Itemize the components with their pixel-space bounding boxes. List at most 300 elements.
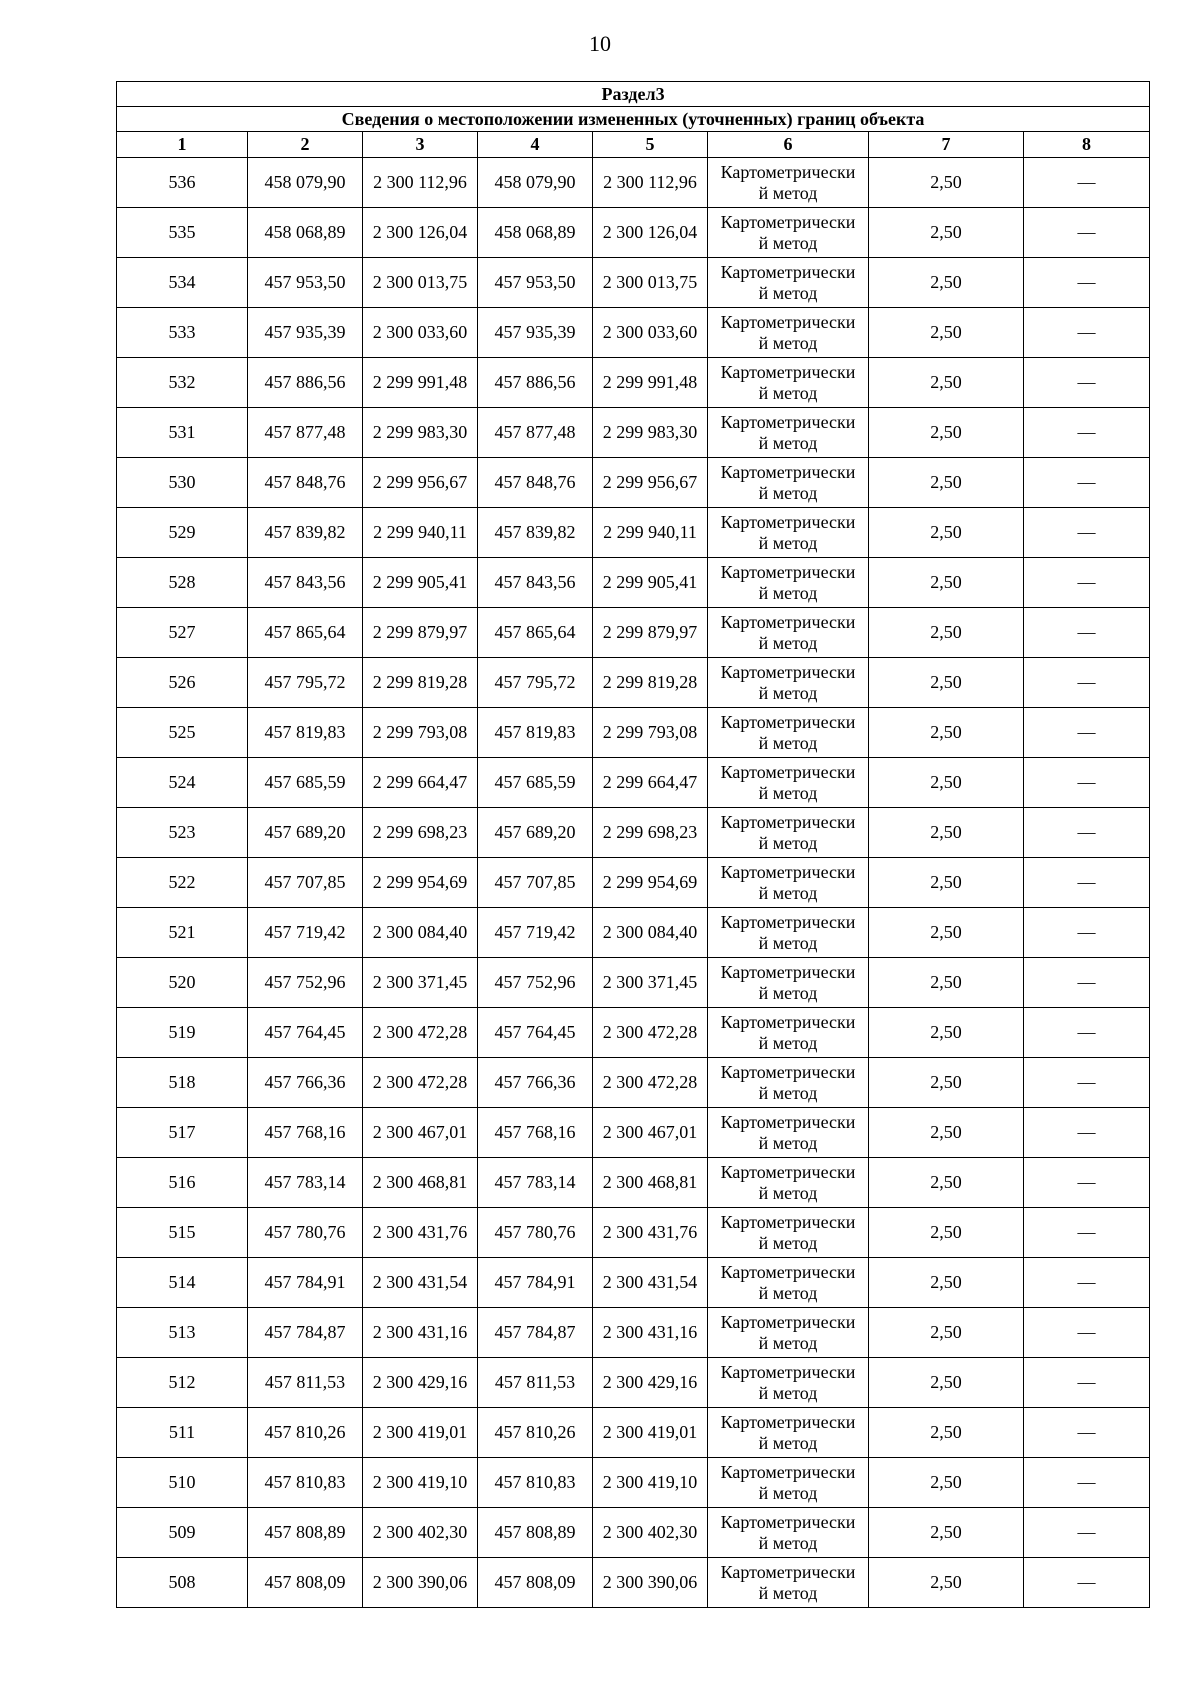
coord-y-new-cell: 2 300 084,40	[593, 908, 708, 958]
coord-x-new-cell: 457 783,14	[478, 1158, 593, 1208]
method-line: Картометрически	[720, 611, 856, 632]
coord-x-cell: 458 068,89	[248, 208, 363, 258]
coord-y-new-cell: 2 299 956,67	[593, 458, 708, 508]
coord-x-new-cell: 457 935,39	[478, 308, 593, 358]
coord-y-cell: 2 300 472,28	[363, 1008, 478, 1058]
method-line: й метод	[758, 982, 818, 1003]
point-number-cell: 512	[117, 1358, 248, 1408]
table-row	[117, 858, 1150, 908]
note-cell: —	[1024, 1408, 1150, 1458]
coord-x-new-cell: 457 795,72	[478, 658, 593, 708]
column-header: 2	[248, 132, 363, 158]
accuracy-cell: 2,50	[869, 208, 1024, 258]
coord-x-cell: 457 768,16	[248, 1108, 363, 1158]
column-header: 8	[1024, 132, 1150, 158]
coord-x-cell: 457 865,64	[248, 608, 363, 658]
accuracy-cell: 2,50	[869, 858, 1024, 908]
coord-y-cell: 2 299 664,47	[363, 758, 478, 808]
coord-y-new-cell: 2 300 371,45	[593, 958, 708, 1008]
method-cell	[708, 1308, 869, 1358]
method-line: й метод	[758, 1132, 818, 1153]
coord-y-new-cell: 2 300 472,28	[593, 1008, 708, 1058]
coord-y-cell: 2 300 112,96	[363, 158, 478, 208]
method-cell	[708, 708, 869, 758]
coord-y-new-cell: 2 300 419,10	[593, 1458, 708, 1508]
coord-x-cell: 457 719,42	[248, 908, 363, 958]
method-line: Картометрически	[720, 511, 856, 532]
method-line: Картометрически	[720, 961, 856, 982]
coord-y-new-cell: 2 299 879,97	[593, 608, 708, 658]
method-line: Картометрически	[720, 711, 856, 732]
coord-y-new-cell: 2 300 390,06	[593, 1558, 708, 1608]
coord-y-cell: 2 299 956,67	[363, 458, 478, 508]
table-row	[117, 958, 1150, 1008]
table-row	[117, 1358, 1150, 1408]
point-number-cell: 526	[117, 658, 248, 708]
coord-x-cell: 457 886,56	[248, 358, 363, 408]
accuracy-cell: 2,50	[869, 1508, 1024, 1558]
note-cell: —	[1024, 308, 1150, 358]
point-number-cell: 514	[117, 1258, 248, 1308]
method-cell	[708, 1558, 869, 1608]
note-cell: —	[1024, 1458, 1150, 1508]
coord-x-cell: 457 784,91	[248, 1258, 363, 1308]
coord-x-new-cell: 457 685,59	[478, 758, 593, 808]
method-cell	[708, 1008, 869, 1058]
method-line: Картометрически	[720, 1211, 856, 1232]
coord-x-new-cell: 457 719,42	[478, 908, 593, 958]
coord-x-new-cell: 457 811,53	[478, 1358, 593, 1408]
coord-y-new-cell: 2 299 940,11	[593, 508, 708, 558]
accuracy-cell: 2,50	[869, 1258, 1024, 1308]
method-line: Картометрически	[720, 161, 856, 182]
method-line: й метод	[758, 1032, 818, 1053]
coord-y-cell: 2 299 983,30	[363, 408, 478, 458]
coord-y-cell: 2 299 940,11	[363, 508, 478, 558]
coord-y-new-cell: 2 299 954,69	[593, 858, 708, 908]
method-cell	[708, 308, 869, 358]
table-row	[117, 308, 1150, 358]
method-line: Картометрически	[720, 861, 856, 882]
method-line: й метод	[758, 1532, 818, 1553]
coord-x-cell: 457 784,87	[248, 1308, 363, 1358]
coord-y-cell: 2 300 419,01	[363, 1408, 478, 1458]
coord-y-cell: 2 300 013,75	[363, 258, 478, 308]
coord-y-new-cell: 2 299 819,28	[593, 658, 708, 708]
note-cell: —	[1024, 458, 1150, 508]
method-line: Картометрически	[720, 1511, 856, 1532]
coord-x-cell: 457 810,83	[248, 1458, 363, 1508]
coord-y-new-cell: 2 299 991,48	[593, 358, 708, 408]
accuracy-cell: 2,50	[869, 1408, 1024, 1458]
accuracy-cell: 2,50	[869, 908, 1024, 958]
method-cell	[708, 808, 869, 858]
method-cell	[708, 208, 869, 258]
coord-x-new-cell: 457 819,83	[478, 708, 593, 758]
accuracy-cell: 2,50	[869, 1458, 1024, 1508]
coord-y-new-cell: 2 300 431,54	[593, 1258, 708, 1308]
coord-y-cell: 2 299 954,69	[363, 858, 478, 908]
point-number-cell: 516	[117, 1158, 248, 1208]
note-cell: —	[1024, 708, 1150, 758]
note-cell: —	[1024, 1558, 1150, 1608]
method-line: й метод	[758, 882, 818, 903]
method-line: й метод	[758, 1432, 818, 1453]
coord-y-cell: 2 300 431,54	[363, 1258, 478, 1308]
note-cell: —	[1024, 1108, 1150, 1158]
accuracy-cell: 2,50	[869, 1158, 1024, 1208]
accuracy-cell: 2,50	[869, 708, 1024, 758]
coord-x-cell: 457 848,76	[248, 458, 363, 508]
method-line: Картометрически	[720, 561, 856, 582]
note-cell: —	[1024, 408, 1150, 458]
coord-y-cell: 2 300 431,16	[363, 1308, 478, 1358]
point-number-cell: 508	[117, 1558, 248, 1608]
method-cell	[708, 1458, 869, 1508]
coord-y-new-cell: 2 300 431,16	[593, 1308, 708, 1358]
note-cell: —	[1024, 908, 1150, 958]
coord-x-new-cell: 458 068,89	[478, 208, 593, 258]
coord-x-new-cell: 457 953,50	[478, 258, 593, 308]
coord-x-cell: 457 935,39	[248, 308, 363, 358]
table-row	[117, 1058, 1150, 1108]
point-number-cell: 534	[117, 258, 248, 308]
coord-x-cell: 457 953,50	[248, 258, 363, 308]
table-row	[117, 208, 1150, 258]
coord-x-new-cell: 457 764,45	[478, 1008, 593, 1058]
method-line: й метод	[758, 782, 818, 803]
method-line: Картометрически	[720, 1261, 856, 1282]
point-number-cell: 522	[117, 858, 248, 908]
method-cell	[708, 758, 869, 808]
point-number-cell: 529	[117, 508, 248, 558]
coord-x-new-cell: 457 839,82	[478, 508, 593, 558]
coord-x-new-cell: 457 784,87	[478, 1308, 593, 1358]
table-row	[117, 708, 1150, 758]
method-line: Картометрически	[720, 1311, 856, 1332]
coord-x-new-cell: 457 865,64	[478, 608, 593, 658]
coord-y-new-cell: 2 300 431,76	[593, 1208, 708, 1258]
table-row	[117, 658, 1150, 708]
table-row	[117, 408, 1150, 458]
coord-y-cell: 2 299 698,23	[363, 808, 478, 858]
coord-x-cell: 457 766,36	[248, 1058, 363, 1108]
coord-x-new-cell: 457 766,36	[478, 1058, 593, 1108]
column-header: 4	[478, 132, 593, 158]
coord-y-cell: 2 300 468,81	[363, 1158, 478, 1208]
method-line: й метод	[758, 1482, 818, 1503]
method-line: Картометрически	[720, 311, 856, 332]
table-body	[117, 82, 1150, 1608]
method-line: й метод	[758, 232, 818, 253]
coord-y-cell: 2 300 126,04	[363, 208, 478, 258]
accuracy-cell: 2,50	[869, 458, 1024, 508]
method-line: Картометрически	[720, 1461, 856, 1482]
accuracy-cell: 2,50	[869, 308, 1024, 358]
table-row	[117, 1558, 1150, 1608]
coord-x-cell: 457 752,96	[248, 958, 363, 1008]
method-line: й метод	[758, 1232, 818, 1253]
coord-x-cell: 457 808,09	[248, 1558, 363, 1608]
table-row	[117, 808, 1150, 858]
table-row	[117, 1458, 1150, 1508]
coord-x-new-cell: 457 784,91	[478, 1258, 593, 1308]
accuracy-cell: 2,50	[869, 1108, 1024, 1158]
method-line: Картометрически	[720, 911, 856, 932]
coord-y-new-cell: 2 300 402,30	[593, 1508, 708, 1558]
table-row	[117, 1508, 1150, 1558]
coord-x-cell: 457 783,14	[248, 1158, 363, 1208]
coord-x-cell: 457 843,56	[248, 558, 363, 608]
method-line: й метод	[758, 1382, 818, 1403]
coord-y-new-cell: 2 300 472,28	[593, 1058, 708, 1108]
method-cell	[708, 1058, 869, 1108]
method-cell	[708, 258, 869, 308]
table-row	[117, 908, 1150, 958]
point-number-cell: 525	[117, 708, 248, 758]
table-row	[117, 508, 1150, 558]
note-cell: —	[1024, 208, 1150, 258]
note-cell: —	[1024, 158, 1150, 208]
point-number-cell: 531	[117, 408, 248, 458]
accuracy-cell: 2,50	[869, 808, 1024, 858]
method-cell	[708, 1408, 869, 1458]
coord-x-new-cell: 457 810,26	[478, 1408, 593, 1458]
method-cell	[708, 858, 869, 908]
coord-x-new-cell: 457 886,56	[478, 358, 593, 408]
table-row	[117, 1308, 1150, 1358]
method-cell	[708, 508, 869, 558]
coord-y-new-cell: 2 299 698,23	[593, 808, 708, 858]
coord-y-new-cell: 2 300 419,01	[593, 1408, 708, 1458]
table-row	[117, 1408, 1150, 1458]
method-cell	[708, 1158, 869, 1208]
note-cell: —	[1024, 508, 1150, 558]
note-cell: —	[1024, 608, 1150, 658]
method-line: й метод	[758, 1282, 818, 1303]
coord-x-cell: 458 079,90	[248, 158, 363, 208]
method-line: Картометрически	[720, 1111, 856, 1132]
accuracy-cell: 2,50	[869, 1208, 1024, 1258]
method-line: Картометрически	[720, 261, 856, 282]
point-number-cell: 517	[117, 1108, 248, 1158]
accuracy-cell: 2,50	[869, 1558, 1024, 1608]
table-row	[117, 158, 1150, 208]
method-cell	[708, 458, 869, 508]
coord-y-cell: 2 300 371,45	[363, 958, 478, 1008]
point-number-cell: 523	[117, 808, 248, 858]
column-header-row	[117, 132, 1150, 158]
accuracy-cell: 2,50	[869, 358, 1024, 408]
method-line: й метод	[758, 1582, 818, 1603]
table-title-row	[117, 107, 1150, 132]
method-line: й метод	[758, 732, 818, 753]
column-header: 6	[708, 132, 869, 158]
coord-x-new-cell: 457 877,48	[478, 408, 593, 458]
point-number-cell: 518	[117, 1058, 248, 1108]
coord-y-cell: 2 300 419,10	[363, 1458, 478, 1508]
accuracy-cell: 2,50	[869, 258, 1024, 308]
method-line: й метод	[758, 382, 818, 403]
point-number-cell: 513	[117, 1308, 248, 1358]
point-number-cell: 520	[117, 958, 248, 1008]
coord-x-cell: 457 780,76	[248, 1208, 363, 1258]
coord-x-cell: 457 811,53	[248, 1358, 363, 1408]
table-row	[117, 608, 1150, 658]
coord-x-new-cell: 457 780,76	[478, 1208, 593, 1258]
coord-y-cell: 2 299 991,48	[363, 358, 478, 408]
coord-y-cell: 2 299 793,08	[363, 708, 478, 758]
section-label-row	[117, 82, 1150, 107]
coord-x-new-cell: 457 707,85	[478, 858, 593, 908]
table-row	[117, 358, 1150, 408]
note-cell: —	[1024, 758, 1150, 808]
coord-x-new-cell: 457 848,76	[478, 458, 593, 508]
method-cell	[708, 1358, 869, 1408]
method-line: й метод	[758, 682, 818, 703]
method-line: Картометрически	[720, 461, 856, 482]
coord-x-cell: 457 689,20	[248, 808, 363, 858]
method-line: й метод	[758, 632, 818, 653]
method-cell	[708, 558, 869, 608]
table-row	[117, 558, 1150, 608]
note-cell: —	[1024, 1208, 1150, 1258]
coord-y-new-cell: 2 300 429,16	[593, 1358, 708, 1408]
method-cell	[708, 1508, 869, 1558]
method-line: Картометрически	[720, 1361, 856, 1382]
coord-x-cell: 457 808,89	[248, 1508, 363, 1558]
note-cell: —	[1024, 1358, 1150, 1408]
note-cell: —	[1024, 1508, 1150, 1558]
method-cell	[708, 958, 869, 1008]
table-row	[117, 758, 1150, 808]
table-row	[117, 258, 1150, 308]
note-cell: —	[1024, 808, 1150, 858]
table-title: Сведения о местоположении измененных (уточненных) границ объекта	[117, 107, 1150, 132]
accuracy-cell: 2,50	[869, 558, 1024, 608]
coord-x-new-cell: 457 808,89	[478, 1508, 593, 1558]
point-number-cell: 524	[117, 758, 248, 808]
table-row	[117, 1258, 1150, 1308]
coord-y-cell: 2 300 402,30	[363, 1508, 478, 1558]
method-cell	[708, 908, 869, 958]
column-header: 7	[869, 132, 1024, 158]
note-cell: —	[1024, 858, 1150, 908]
coord-x-cell: 457 819,83	[248, 708, 363, 758]
coord-x-cell: 457 764,45	[248, 1008, 363, 1058]
accuracy-cell: 2,50	[869, 158, 1024, 208]
section-label: Раздел3	[117, 82, 1150, 107]
note-cell: —	[1024, 1308, 1150, 1358]
coord-x-cell: 457 795,72	[248, 658, 363, 708]
coord-y-new-cell: 2 299 905,41	[593, 558, 708, 608]
coord-y-cell: 2 300 033,60	[363, 308, 478, 358]
coord-x-new-cell: 457 810,83	[478, 1458, 593, 1508]
coord-x-new-cell: 457 843,56	[478, 558, 593, 608]
column-header: 3	[363, 132, 478, 158]
coord-x-cell: 457 810,26	[248, 1408, 363, 1458]
column-header: 1	[117, 132, 248, 158]
coord-y-new-cell: 2 300 467,01	[593, 1108, 708, 1158]
note-cell: —	[1024, 958, 1150, 1008]
method-line: й метод	[758, 582, 818, 603]
note-cell: —	[1024, 258, 1150, 308]
table-row	[117, 1008, 1150, 1058]
column-header: 5	[593, 132, 708, 158]
coord-x-cell: 457 839,82	[248, 508, 363, 558]
page-number: 10	[589, 31, 611, 56]
coord-x-cell: 457 685,59	[248, 758, 363, 808]
coord-y-cell: 2 300 390,06	[363, 1558, 478, 1608]
coord-y-cell: 2 300 084,40	[363, 908, 478, 958]
point-number-cell: 519	[117, 1008, 248, 1058]
coord-x-new-cell: 457 768,16	[478, 1108, 593, 1158]
accuracy-cell: 2,50	[869, 1358, 1024, 1408]
method-line: Картометрически	[720, 811, 856, 832]
coord-y-new-cell: 2 300 013,75	[593, 258, 708, 308]
accuracy-cell: 2,50	[869, 658, 1024, 708]
method-line: й метод	[758, 432, 818, 453]
accuracy-cell: 2,50	[869, 958, 1024, 1008]
method-line: Картометрически	[720, 1411, 856, 1432]
coord-y-cell: 2 300 467,01	[363, 1108, 478, 1158]
method-cell	[708, 158, 869, 208]
method-line: Картометрически	[720, 361, 856, 382]
point-number-cell: 527	[117, 608, 248, 658]
table-row	[117, 458, 1150, 508]
method-cell	[708, 658, 869, 708]
accuracy-cell: 2,50	[869, 608, 1024, 658]
accuracy-cell: 2,50	[869, 1008, 1024, 1058]
point-number-cell: 509	[117, 1508, 248, 1558]
coord-x-new-cell: 457 808,09	[478, 1558, 593, 1608]
method-line: й метод	[758, 832, 818, 853]
coord-y-cell: 2 299 819,28	[363, 658, 478, 708]
coord-y-new-cell: 2 299 793,08	[593, 708, 708, 758]
method-line: й метод	[758, 182, 818, 203]
point-number-cell: 530	[117, 458, 248, 508]
coord-y-cell: 2 299 879,97	[363, 608, 478, 658]
method-line: й метод	[758, 482, 818, 503]
method-cell	[708, 358, 869, 408]
point-number-cell: 515	[117, 1208, 248, 1258]
method-line: й метод	[758, 1182, 818, 1203]
coord-y-new-cell: 2 300 126,04	[593, 208, 708, 258]
table-row	[117, 1108, 1150, 1158]
coord-y-new-cell: 2 300 112,96	[593, 158, 708, 208]
point-number-cell: 532	[117, 358, 248, 408]
method-cell	[708, 408, 869, 458]
method-line: Картометрически	[720, 661, 856, 682]
coordinates-table	[116, 81, 1150, 1608]
note-cell: —	[1024, 1158, 1150, 1208]
method-cell	[708, 608, 869, 658]
method-line: й метод	[758, 1332, 818, 1353]
note-cell: —	[1024, 1008, 1150, 1058]
point-number-cell: 533	[117, 308, 248, 358]
note-cell: —	[1024, 1258, 1150, 1308]
note-cell: —	[1024, 358, 1150, 408]
method-line: Картометрически	[720, 211, 856, 232]
method-line: й метод	[758, 332, 818, 353]
method-line: Картометрически	[720, 1561, 856, 1582]
accuracy-cell: 2,50	[869, 758, 1024, 808]
coord-y-new-cell: 2 299 664,47	[593, 758, 708, 808]
accuracy-cell: 2,50	[869, 408, 1024, 458]
method-cell	[708, 1208, 869, 1258]
table-row	[117, 1158, 1150, 1208]
note-cell: —	[1024, 658, 1150, 708]
